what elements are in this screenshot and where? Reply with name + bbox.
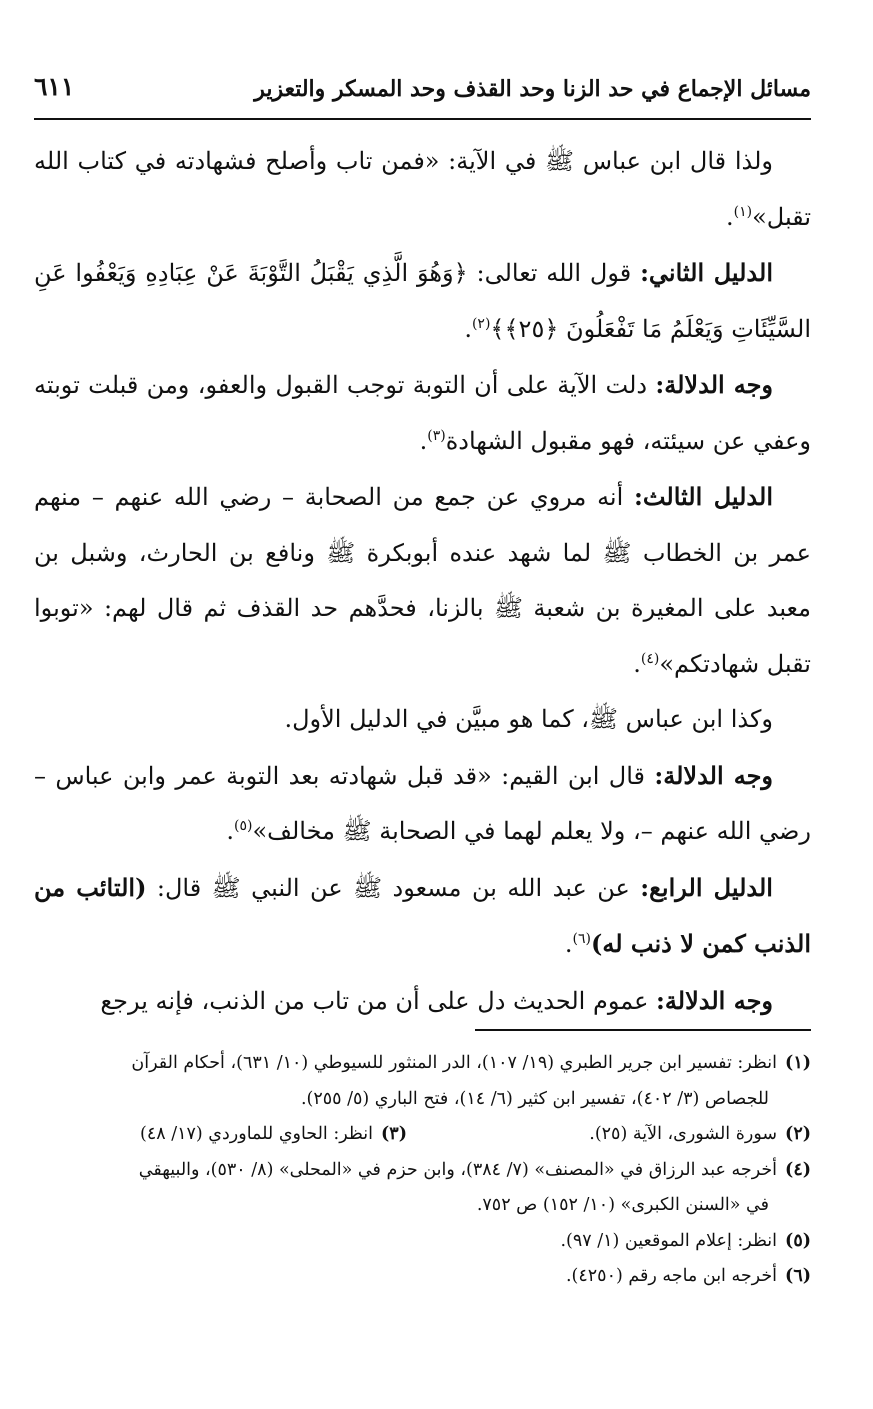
- paragraph-1: [34, 134, 811, 245]
- footnote-2-number: (٢): [785, 1124, 811, 1144]
- footnote-4-continued: [34, 1188, 811, 1224]
- paragraph-7-text: عن عبد الله بن مسعود ﷺ عن النبي ﷺ قال:: [146, 873, 641, 902]
- footnote-4: [34, 1153, 811, 1189]
- footnote-5-number: (٥): [785, 1230, 811, 1251]
- footnote-divider: [475, 1029, 811, 1031]
- paragraph-4: [34, 469, 811, 692]
- paragraph-8: [34, 973, 811, 1030]
- paragraph-6-text: قال ابن القيم: «قد قبل شهادته بعد التوبة عمر وابن عباس – رضي الله عنهم –، ولا يعلم لهما في الصحابة ﷺ مخالف»: [34, 761, 811, 845]
- page-number: ٦١١: [34, 72, 75, 101]
- footnote-6-number: (٦): [785, 1266, 811, 1286]
- running-title: مسائل الإجماع في حد الزنا وحد القذف وحد المسكر والتعزير: [254, 76, 811, 102]
- evidence-point-heading-3: وجه الدلالة:: [656, 985, 773, 1015]
- footnote-6: [34, 1259, 811, 1295]
- footnote-1-continued: [34, 1082, 811, 1118]
- footnote-2-text: سورة الشورى، الآية (٢٥).: [589, 1124, 778, 1144]
- footnote-ref-1: (١): [733, 203, 753, 220]
- third-evidence-heading: الدليل الثالث:: [633, 482, 773, 511]
- paragraph-7-end: .: [564, 930, 573, 958]
- footnote-3-number: (٣): [381, 1124, 407, 1144]
- paragraph-2: [34, 245, 811, 357]
- evidence-point-heading-2: وجه الدلالة:: [654, 760, 774, 790]
- paragraph-2-text: قول الله تعالى:: [467, 259, 641, 287]
- footnote-5-text: انظر: إعلام الموقعين (١/ ٩٧).: [560, 1230, 778, 1251]
- hadith-quote: (التائب من الذنب كمن لا ذنب له): [34, 872, 811, 958]
- paragraph-2-end: .: [464, 314, 472, 343]
- main-text: [34, 134, 811, 1029]
- evidence-point-heading-1: وجه الدلالة:: [655, 370, 773, 399]
- footnote-6-text: أخرجه ابن ماجه رقم (٤٢٥٠).: [565, 1266, 778, 1286]
- fourth-evidence-heading: الدليل الرابع:: [640, 872, 773, 902]
- paragraph-5-text: وكذا ابن عباس ﷺ، كما هو مبيَّن في الدليل الأول.: [284, 705, 773, 733]
- footnote-3: [34, 1117, 407, 1153]
- footnote-3-text: انظر: الحاوي للماوردي (١٧/ ٤٨): [139, 1124, 373, 1144]
- paragraph-3: [34, 357, 811, 469]
- second-evidence-heading: الدليل الثاني:: [640, 258, 774, 287]
- footnotes: [34, 1046, 811, 1295]
- header-divider: [34, 118, 811, 120]
- paragraph-3-text: دلت الآية على أن التوبة توجب القبول والعفو، ومن قبلت توبته وعفي عن سيئته، فهو مقبول الشهادة: [34, 371, 811, 455]
- paragraph-8-text: عموم الحديث دل على أن من تاب من الذنب، فإنه يرجع: [100, 986, 657, 1015]
- footnote-5: [34, 1224, 811, 1260]
- page-header: [34, 58, 811, 116]
- paragraph-7: [34, 860, 811, 973]
- footnote-1: [34, 1046, 811, 1082]
- footnote-ref-3: (٣): [427, 427, 446, 444]
- footnotes-2-3: [34, 1117, 811, 1153]
- footnote-4-number: (٤): [785, 1159, 811, 1180]
- footnote-ref-5: (٥): [234, 818, 253, 834]
- footnote-1-number: (١): [785, 1053, 811, 1073]
- footnote-1-line-2: للجصاص (٣/ ٤٠٢)، تفسير ابن كثير (٦/ ١٤)، فتح الباري (٥/ ٢٥٥).: [300, 1088, 769, 1109]
- footnote-2: [407, 1117, 811, 1153]
- paragraph-4-end: .: [633, 649, 641, 678]
- footnote-ref-4: (٤): [640, 650, 660, 667]
- paragraph-1-text: ولذا قال ابن عباس ﷺ في الآية: «فمن تاب وأصلح فشهادته في كتاب الله تقبل»: [34, 147, 811, 231]
- footnote-ref-2: (٢): [471, 315, 491, 332]
- footnote-4-line-2: في «السنن الكبرى» (١٠/ ١٥٢) ص ٧٥٢.: [476, 1195, 769, 1215]
- paragraph-3-end: .: [419, 426, 428, 455]
- quran-verse: ﴿وَهُوَ الَّذِي يَقْبَلُ التَّوْبَةَ عَنْ عِبَادِهِ وَيَعْفُوا عَنِ السَّيِّئَاتِ وَيَعْلَمُ مَا تَفْعَلُونَ ﴿٢٥﴾﴾: [34, 259, 811, 343]
- paragraph-6-end: .: [226, 817, 234, 845]
- footnote-4-line-1: أخرجه عبد الرزاق في «المصنف» (٧/ ٣٨٤)، وابن حزم في «المحلى» (٨/ ٥٣٠)، والبيهقي: [138, 1159, 778, 1180]
- footnote-1-line-1: انظر: تفسير ابن جرير الطبري (١٩/ ١٠٧)، الدر المنثور للسيوطي (١٠/ ٦٣١)، أحكام القرآن: [131, 1053, 778, 1073]
- paragraph-4-text: أنه مروي عن جمع من الصحابة – رضي الله عنهم – منهم عمر بن الخطاب ﷺ لما شهد عنده أبوبكرة ﷺ ونافع بن الحارث، وشبل بن معبد على المغيرة بن شعبة ﷺ بالزنا، فحدَّهم حد القذف ثم قال لهم: «توبوا تقبل شهادتكم»: [34, 483, 811, 678]
- paragraph-5: [34, 692, 811, 748]
- paragraph-6: [34, 748, 811, 860]
- paragraph-1-end: .: [725, 202, 734, 231]
- footnote-ref-6: (٦): [572, 931, 592, 947]
